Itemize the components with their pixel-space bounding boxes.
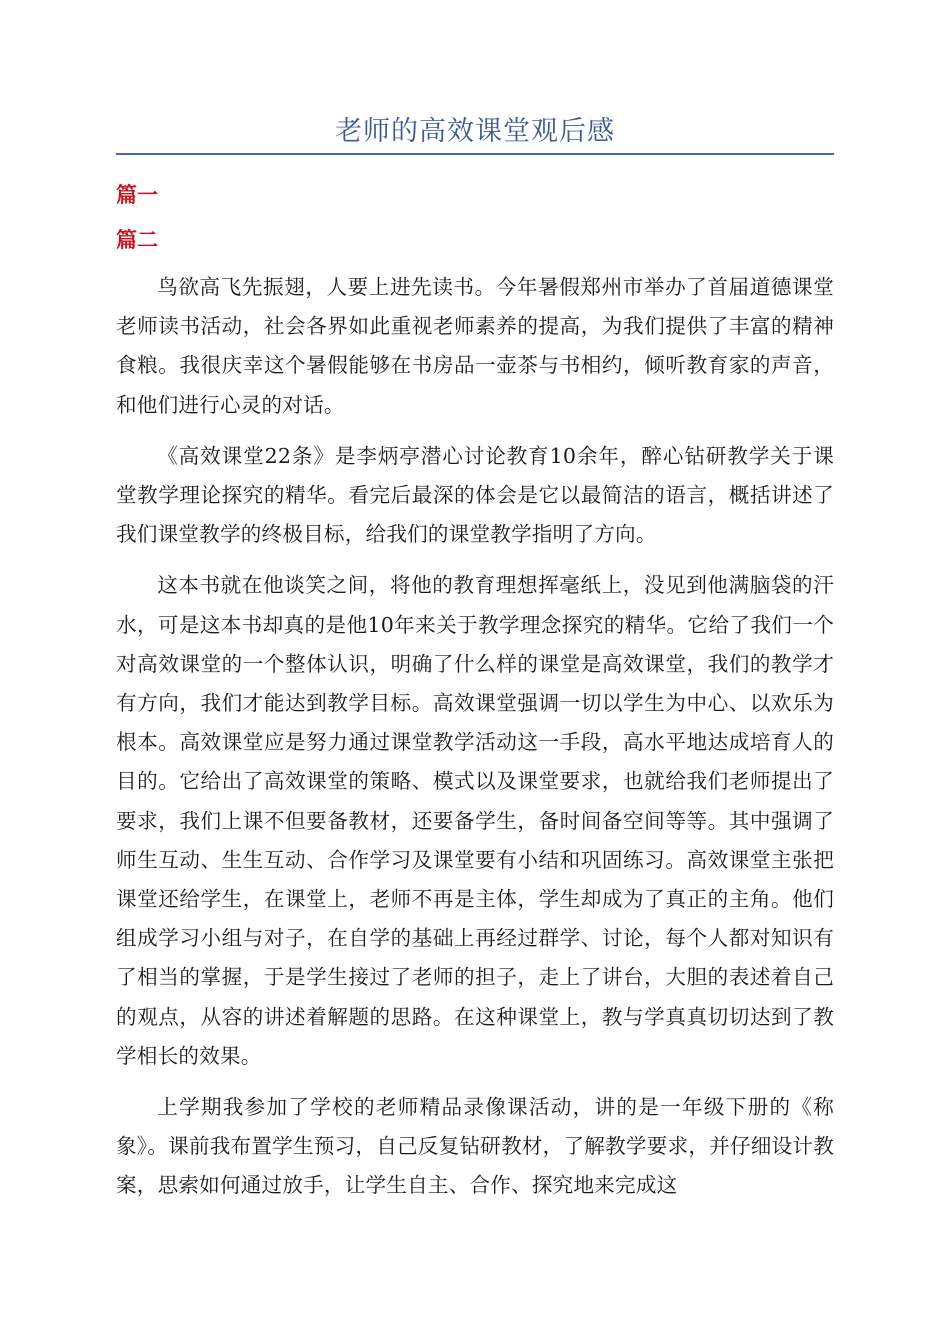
paragraph-1: 鸟欲高飞先振翅，人要上进先读书。今年暑假郑州市举办了首届道德课堂老师读书活动，社会各界如此重视老师素养的提高，为我们提供了丰富的精神食粮。我很庆幸这个暑假能够在书房品一壶茶与书相约，倾听教育家的声音，和他们进行心灵的对话。: [116, 275, 834, 417]
section-heading-2: 篇二: [116, 227, 158, 252]
paragraph-3: 这本书就在他谈笑之间，将他的教育理想挥毫纸上，没见到他满脑袋的汗水，可是这本书却真的是他10年来关于教学理念探究的精华。它给了我们一个对高效课堂的一个整体认识，明确了什么样的课堂是高效课堂，我们的教学才有方向，我们才能达到教学目标。高效课堂强调一切以学生为中心、以欢乐为根本。高效课堂应是努力通过课堂教学活动这一手段，高水平地达成培育人的目的。它给出了高效课堂的策略、模式以及课堂要求，也就给我们老师提出了要求，我们上课不但要备教材，还要备学生，备时间备空间等等。其中强调了师生互动、生生互动、合作学习及课堂要有小结和巩固练习。高效课堂主张把课堂还给学生，在课堂上，老师不再是主体，学生却成为了真正的主角。他们组成学习小组与对子，在自学的基础上再经过群学、讨论，每个人都对知识有了相当的掌握，于是学生接过了老师的担子，走上了讲台，大胆的表述着自己的观点，从容的讲述着解题的思路。在这种课堂上，教与学真真切切达到了教学相长的效果。: [116, 573, 834, 1068]
document-body: [116, 268, 834, 1218]
title-divider: [116, 153, 834, 155]
paragraph-4: 上学期我参加了学校的老师精品录像课活动，讲的是一年级下册的《称象》。课前我布置学生预习，自己反复钻研教材，了解教学要求，并仔细设计教案，思索如何通过放手，让学生自主、合作、探究地来完成这: [116, 1095, 834, 1198]
paragraph-2: 《高效课堂22条》是李炳亭潜心讨论教育10余年，醉心钻研教学关于课堂教学理论探究的精华。看完后最深的体会是它以最简洁的语言，概括讲述了我们课堂教学的终极目标，给我们的课堂教学指明了方向。: [116, 443, 834, 547]
document-title: 老师的高效课堂观后感: [335, 116, 615, 147]
section-heading-1: 篇一: [116, 182, 158, 207]
